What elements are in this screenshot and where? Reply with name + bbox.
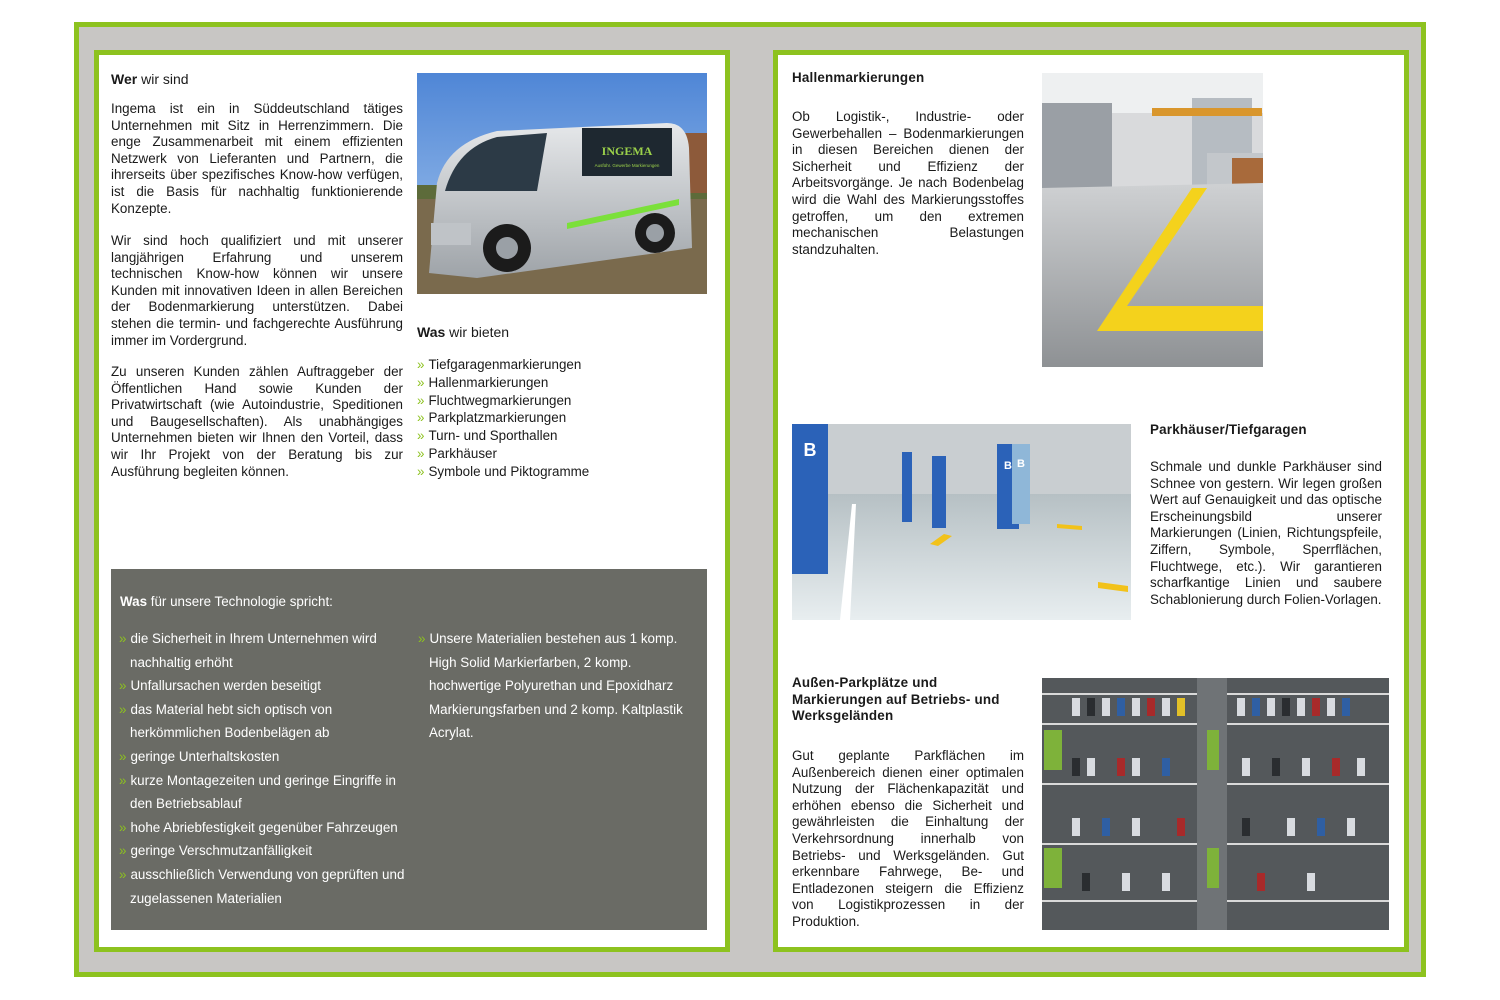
list-item: » die Sicherheit in Ihrem Unternehmen wird nachhaltig erhöht [119,631,377,670]
technology-box [111,569,707,930]
list-item: » Unsere Materialien bestehen aus 1 komp. High Solid Markierfarben, 2 komp. hochwertige Polyurethan und Epoxidharz Markierungsfarben und 2 komp. Kaltplastik Acrylat. [418,631,683,741]
parkhaus-text: Schmale und dunkle Parkhäuser sind Schnee von gestern. Wir legen großen Wert auf Genauigkeit und das optische Erscheinungsbild unserer Markierungen (Linien, Richtungspfeile, Ziffern, Symbole, Sperrflächen, Fluchtwege, etc.). Wir garantieren scharfkantige Linien und saubere Schablonierung durch Folien-Vorlagen. [1150,459,1382,607]
list-item: » Turn- und Sporthallen [417,428,558,444]
svg-text:B: B [1017,458,1025,470]
offer-list [417,356,697,481]
technology-list-2 [418,627,698,745]
hall-photo [1042,73,1263,367]
svg-text:B: B [1004,460,1012,472]
list-item: » Symbole und Piktogramme [417,463,590,479]
technology-list-1 [119,627,411,910]
list-item: » kurze Montagezeiten und geringe Eingriffe in den Betriebsablauf [119,772,396,812]
hallen-heading: Hallenmarkierungen [792,70,925,85]
wer-paragraph-2: Wir sind hoch qualifiziert und mit unserer langjährigen Erfahrung und unserem technischen Know-how können wir unsere Kunden mit innovativen Ideen in allen Bereichen der Bodenmarkierung unterstützen. Dabei stehen die termin- und fachgerechte Ausführung immer im Vordergrund. [111,233,403,348]
parkhaus-heading: Parkhäuser/Tiefgaragen [1150,422,1307,437]
garage-sign: B [803,440,817,460]
list-item: » Tiefgaragenmarkierungen [417,357,582,372]
technologie-heading: Was für unsere Technologie spricht: [120,594,333,609]
van-tagline: Ausführ. Gewerbe Markierungen [594,163,660,168]
list-item: » hohe Abriebfestigkeit gegenüber Fahrzeugen [119,819,398,835]
was-bieten-heading: Was wir bieten [417,324,510,340]
wer-paragraph-1: Ingema ist ein in Süddeutschland tätiges Unternehmen mit Sitz in Herrenzimmern. Die enge Zusammenarbeit mit einem effizienten Netzwerk von Lieferanten und Partnern, die ihrerseits über spezifisches Know-how verfügen, ist die Basis für nachhaltig funktionierende Konzepte. [111,101,403,216]
list-item: » geringe Verschmutzanfälligkeit [119,843,313,859]
van-logo: INGEMA [601,144,653,158]
garage-photo [792,424,1131,620]
list-item: » das Material hebt sich optisch von herkömmlichen Bodenbelägen ab [119,701,333,741]
list-item: » Parkhäuser [417,445,497,461]
list-item: » Parkplatzmarkierungen [417,410,567,426]
list-item: » Fluchtwegmarkierungen [417,392,572,408]
wer-heading: Wer wir sind [111,71,189,87]
aussen-heading: Außen-Parkplätze und Markierungen auf Betriebs- und Werksgeländen [792,675,1000,724]
parking-lot-photo [1042,678,1389,930]
list-item: » Hallenmarkierungen [417,374,549,390]
list-item: » geringe Unterhaltskosten [119,748,280,764]
list-item: » Unfallursachen werden beseitigt [119,678,322,694]
hallen-text: Ob Logistik-, Industrie- oder Gewerbehallen – Bodenmarkierungen in diesen Bereichen dienen der Sicherheit und Effizienz der Arbeitsvorgänge. Je nach Bodenbelag wird die Wahl des Markierungsstoffes getroffen, um den extremen mechanischen Belastungen standzuhalten. [792,109,1024,257]
van-photo [417,73,707,294]
list-item: » ausschließlich Verwendung von geprüften und zugelassenen Materialien [119,866,405,906]
wer-paragraph-3: Zu unseren Kunden zählen Auftraggeber der Öffentlichen Hand sowie Kunden der Privatwirtschaft (wie Autoindustrie, Speditionen und Baugesellschaften). Als unabhängiges Unternehmen bieten wir Ihnen den Vorteil, dass wir Ihr Projekt von der Beratung bis zur Ausführung begleiten können. [111,364,403,479]
aussen-text: Gut geplante Parkflächen im Außenbereich dienen einer optimalen Nutzung der Flächenkapazität und erhöhen ebenso die Sicherheit und gewährleisten die Einhaltung der Verkehrsordnung innerhalb von Betriebs- und Werksgeländen. Gut erkennbare Fahrwege, Be- und Entladezonen steigern die Effizienz von Logistikprozessen in der Produktion. [792,748,1024,929]
